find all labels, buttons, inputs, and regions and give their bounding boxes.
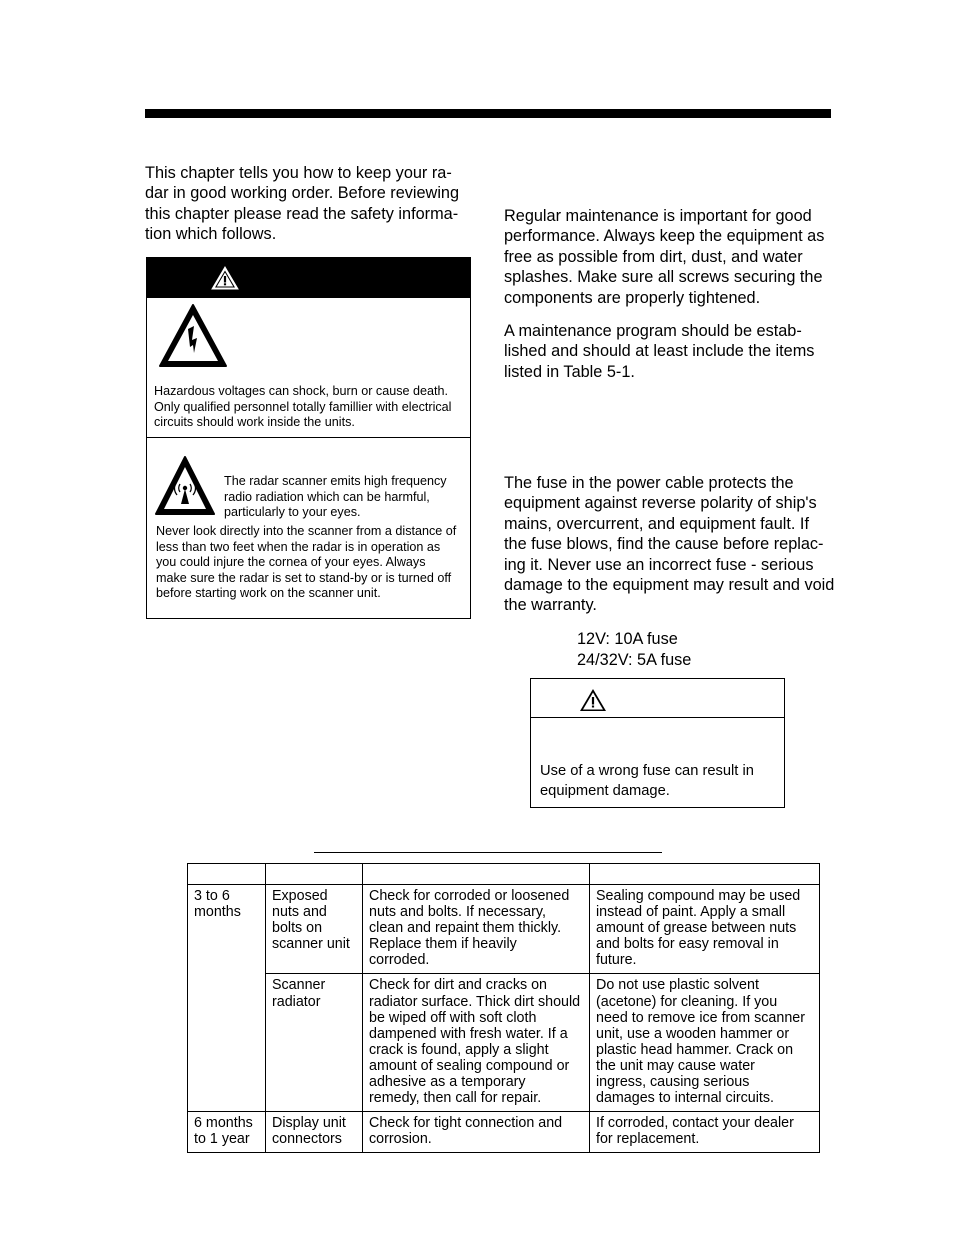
item-cell: Scanner radiator (266, 974, 363, 1112)
maintenance-paragraph-1: Regular maintenance is important for good performance. Always keep the equipment as free as possible from dirt, dust, and water splashes. Make sure all screws securing the components are properly tightened. (504, 207, 825, 307)
caution-triangle-icon (578, 687, 608, 713)
remarks-cell: Do not use plastic solvent (acetone) for cleaning. If you need to remove ice from scanner unit, use a wooden hammer or plastic head hammer. Crack on the unit may cause water ingress, causing serious damages to internal circuits. (590, 974, 820, 1112)
table-header-cell (188, 864, 266, 885)
fuse-paragraph: The fuse in the power cable protects the equipment against reverse polarity of ship's mains, overcurrent, and equipment fault. If the fuse blows, find the cause before replac- ing it. Never use an incorrect fuse - serious damage to the equipment may result and void the warranty. (504, 474, 835, 615)
radiation-hazard-icon (154, 455, 216, 517)
remarks-cell: If corroded, contact your dealer for replacement. (590, 1112, 820, 1153)
table-row (188, 1112, 820, 1153)
table-row (188, 885, 820, 974)
remarks-cell: Sealing compound may be used instead of paint. Apply a small amount of grease between nuts and bolts for easy removal in future. (590, 885, 820, 974)
warning-box (146, 257, 471, 438)
fuse-ratings: 12V: 10A fuse 24/32V: 5A fuse (577, 630, 692, 669)
chapter-title-bar (145, 109, 831, 118)
table-header-cell (590, 864, 820, 885)
table-row (188, 974, 820, 1112)
warning-header (147, 258, 470, 298)
table-header-row (188, 864, 820, 885)
intro-paragraph: This chapter tells you how to keep your ra- dar in good working order. Before reviewing this chapter please read the safety informa- tion which follows. (145, 164, 460, 244)
interval-cell: 6 months to 1 year (188, 1112, 266, 1153)
interval-cell: 3 to 6 months (188, 885, 266, 1112)
item-cell: Display unit connectors (266, 1112, 363, 1153)
radiation-warning-box (146, 437, 471, 619)
check-cell: Check for dirt and cracks on radiator surface. Thick dirt should be wiped off with soft cloth dampened with fresh water. If a crack is found, apply a slight amount of sealing compound or adhesive as a temporary remedy, then call for repair. (363, 974, 590, 1112)
maintenance-table (187, 863, 820, 1153)
voltage-warning-text: Hazardous voltages can shock, burn or cause death. Only qualified personnel totally famillier with electrical circuits should work inside the units. (154, 384, 452, 429)
electric-shock-icon (157, 302, 229, 370)
warning-triangle-icon (210, 265, 240, 291)
table-caption-rule (314, 852, 662, 853)
scanner-safety-text: Never look directly into the scanner from a distance of less than two feet when the radar is in operation as you could injure the cornea of your eyes. Always make sure the radar is set to stand-by or is turned off before starting work on the scanner unit. (156, 524, 457, 600)
caution-divider (531, 717, 784, 718)
radiation-warning-text: The radar scanner emits high frequency radio radiation which can be harmful, particularly to your eyes. (224, 474, 447, 519)
check-cell: Check for corroded or loosened nuts and bolts. If necessary, clean and repaint them thickly. Replace them if heavily corroded. (363, 885, 590, 974)
table-header-cell (363, 864, 590, 885)
maintenance-paragraph-2: A maintenance program should be estab- lished and should at least include the items listed in Table 5-1. (504, 322, 815, 381)
check-cell: Check for tight connection and corrosion. (363, 1112, 590, 1153)
table-header-cell (266, 864, 363, 885)
item-cell: Exposed nuts and bolts on scanner unit (266, 885, 363, 974)
caution-box (530, 678, 785, 808)
caution-text: Use of a wrong fuse can result in equipment damage. (540, 763, 754, 799)
